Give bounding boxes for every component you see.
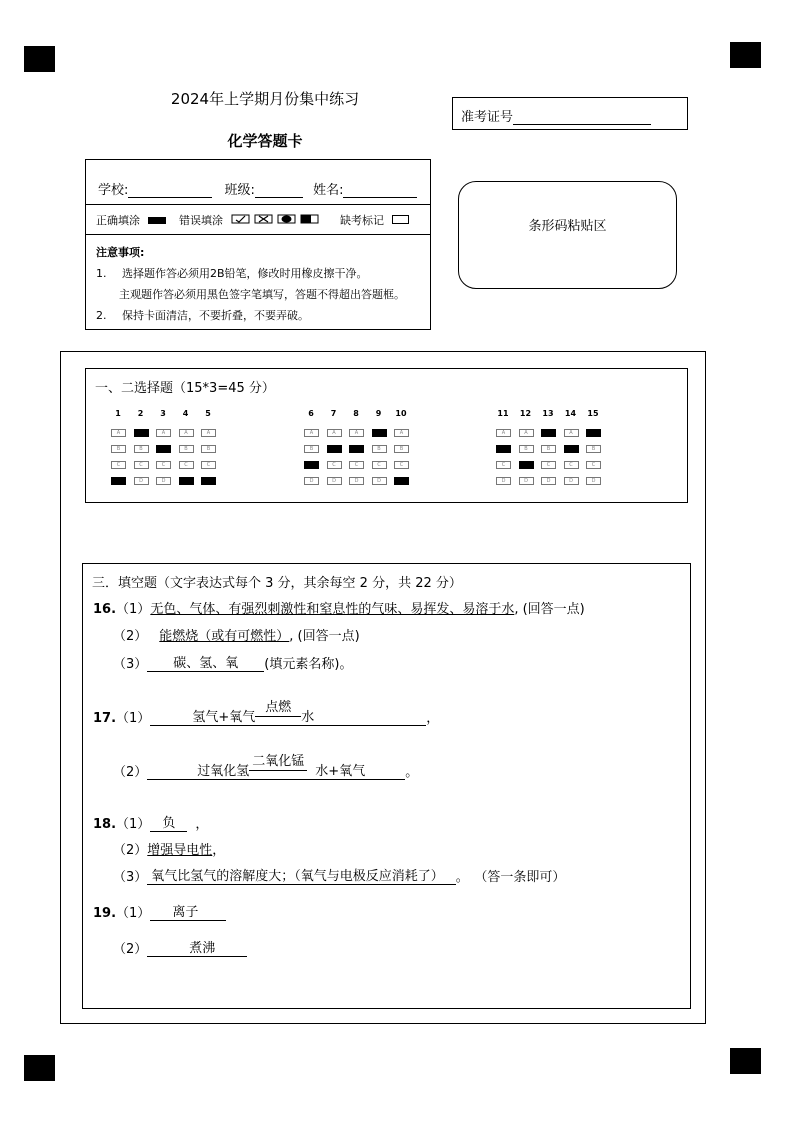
q18-part3-answer: 氧气比氢气的溶解度大；（氧气与电极反应消耗了） (151, 869, 444, 884)
answer-bubble-2-b[interactable]: B (134, 445, 149, 453)
info-box (85, 159, 431, 330)
answer-bubble-6-c[interactable]: C (304, 461, 319, 469)
q16-part3-note: (填元素名称)。 (264, 657, 353, 672)
fill-section-title: 三．填空题（文字表达式每个 3 分，其余每空 2 分，共 22 分） (92, 576, 462, 591)
q16-part2-answer[interactable]: 能燃烧（或有可燃性） (159, 629, 290, 644)
q16-number: 16. (93, 602, 117, 617)
answer-bubble-15-a[interactable]: A (586, 429, 601, 437)
answer-bubble-8-d[interactable]: D (349, 477, 364, 485)
answer-bubble-11-d[interactable]: D (496, 477, 511, 485)
q16-part1-note: , (回答一点) (514, 602, 585, 617)
question-number: 14 (564, 409, 577, 418)
answer-bubble-10-a[interactable]: A (394, 429, 409, 437)
q19-line-1 (93, 901, 226, 921)
q17-part1-products: 水 (301, 710, 315, 725)
answer-bubble-14-b[interactable]: B (564, 445, 579, 453)
answer-bubble-6-d[interactable]: D (304, 477, 319, 485)
q18-line-1 (93, 812, 208, 832)
answer-bubble-15-b[interactable]: B (586, 445, 601, 453)
page-subtitle: 化学答题卡 (227, 132, 303, 150)
class-label: 班级: (224, 183, 255, 198)
q17-part2-field[interactable] (147, 754, 405, 780)
q17-part2-arrow (249, 754, 307, 779)
answer-bubble-12-d[interactable]: D (519, 477, 534, 485)
note-1-line-1: 选择题作答必须用2B铅笔，修改时用橡皮擦干净。 (122, 267, 368, 280)
note-2-number: 2. (96, 309, 107, 322)
divider (86, 204, 430, 205)
answer-bubble-2-d[interactable]: D (134, 477, 149, 485)
q17-part2-products: 水+氧气 (315, 764, 366, 779)
answer-bubble-8-a[interactable]: A (349, 429, 364, 437)
school-label: 学校: (98, 183, 129, 198)
note-1 (96, 265, 368, 281)
student-info-row (98, 179, 417, 198)
q16-part3-field[interactable] (147, 652, 264, 672)
q16-part1-answer[interactable]: 无色、气体、有强烈刺激性和窒息性的气味、易挥发、易溶于水 (150, 602, 515, 617)
q17-part1-reactants: 氢气+氧气 (192, 710, 256, 725)
wrong-fill-samples (231, 214, 331, 227)
q17-part2-label: （2） (113, 765, 148, 780)
choice-section-title: 一、二选择题（15*3=45 分） (95, 381, 275, 396)
question-number: 11 (497, 409, 509, 418)
answer-bubble-1-c[interactable]: C (111, 461, 126, 469)
corner-mark-top-right (730, 42, 761, 68)
exam-id-box[interactable] (452, 97, 688, 130)
q19-part2-label: （2） (113, 942, 148, 957)
q16-part2-label: （2） (113, 629, 148, 644)
fill-legend-row (96, 212, 409, 228)
q18-part2-answer[interactable]: 增强导电性 (147, 843, 213, 858)
answer-bubble-13-b[interactable]: B (541, 445, 556, 453)
q16-part3-answer: 碳、氢、氧 (173, 656, 239, 671)
answer-bubble-3-d[interactable]: D (156, 477, 171, 485)
answer-bubble-9-b[interactable]: B (372, 445, 387, 453)
answer-bubble-12-b[interactable]: B (519, 445, 534, 453)
q18-part3-note: （答一条即可） (480, 870, 566, 885)
q17-part2-reactants: 过氧化氢 (197, 764, 250, 779)
answer-bubble-13-a[interactable]: A (541, 429, 556, 437)
q19-line-2 (113, 937, 247, 957)
exam-id-label: 准考证号 (461, 110, 514, 125)
answer-bubble-9-c[interactable]: C (372, 461, 387, 469)
answer-bubble-14-d[interactable]: D (564, 477, 579, 485)
q18-part3-field[interactable] (147, 865, 456, 885)
answer-bubble-14-a[interactable]: A (564, 429, 579, 437)
q17-part1-field[interactable] (150, 700, 426, 726)
correct-fill-label: 正确填涂 (96, 214, 140, 227)
q17-part1-end: ， (426, 711, 440, 726)
question-number: 10 (395, 409, 407, 418)
answer-bubble-4-c[interactable]: C (179, 461, 194, 469)
question-number: 5 (205, 409, 211, 418)
answer-bubble-6-b[interactable]: B (304, 445, 319, 453)
wrong-fill-label: 错误填涂 (179, 214, 223, 227)
exam-id-line[interactable] (513, 110, 651, 125)
note-2 (96, 307, 309, 323)
answer-bubble-7-b[interactable]: B (327, 445, 342, 453)
answer-bubble-3-c[interactable]: C (156, 461, 171, 469)
question-number: 7 (330, 409, 337, 418)
note-1-number: 1. (96, 267, 107, 280)
name-label: 姓名: (313, 183, 344, 198)
q18-line-2 (113, 839, 225, 858)
q18-number: 18. (93, 817, 117, 832)
absent-checkbox[interactable] (392, 215, 409, 224)
page-title: 2024年上学期月份集中练习 (170, 90, 360, 108)
question-number: 4 (182, 409, 189, 418)
barcode-area (458, 181, 677, 289)
answer-bubble-13-d[interactable]: D (541, 477, 556, 485)
answer-bubble-6-a[interactable]: A (304, 429, 319, 437)
q18-part1-answer: 负 (162, 816, 176, 831)
answer-bubble-1-d[interactable]: D (111, 477, 126, 485)
question-number: 8 (353, 409, 359, 418)
answer-bubble-1-b[interactable]: B (111, 445, 126, 453)
q18-part2-label: （2） (113, 843, 148, 858)
answer-bubble-4-a[interactable]: A (179, 429, 194, 437)
answer-bubble-12-a[interactable]: A (519, 429, 534, 437)
q18-part2-end: ， (212, 843, 226, 858)
barcode-label: 条形码粘贴区 (528, 219, 607, 234)
class-field[interactable] (255, 183, 303, 198)
name-field[interactable] (343, 183, 417, 198)
q16-part3-label: （3） (113, 657, 148, 672)
corner-mark-bottom-right (730, 1048, 761, 1074)
answer-bubble-11-c[interactable]: C (496, 461, 511, 469)
answer-bubble-3-a[interactable]: A (156, 429, 171, 437)
answer-bubble-10-d[interactable]: D (394, 477, 409, 485)
answer-bubble-5-a[interactable]: A (201, 429, 216, 437)
question-number: 2 (137, 409, 144, 418)
answer-bubble-2-a[interactable]: A (134, 429, 149, 437)
q16-part2-note: , (回答一点) (289, 629, 360, 644)
answer-bubble-5-b[interactable]: B (201, 445, 216, 453)
question-number: 13 (542, 409, 554, 418)
note-1-line-2: 主观题作答必须用黑色签字笔填写，答题不得超出答题框。 (119, 288, 405, 301)
answer-bubble-11-b[interactable]: B (496, 445, 511, 453)
q19-part1-answer: 离子 (172, 905, 199, 920)
corner-mark-bottom-left (24, 1055, 55, 1081)
q18-line-3 (113, 865, 565, 885)
answer-bubble-7-c[interactable]: C (327, 461, 342, 469)
q18-part1-field[interactable] (150, 812, 187, 832)
answer-bubble-8-b[interactable]: B (349, 445, 364, 453)
q19-part2-field[interactable] (147, 937, 247, 957)
q17-line-1 (93, 700, 440, 726)
q16-part1-label: （1） (116, 602, 151, 617)
school-field[interactable] (128, 183, 212, 198)
answer-bubble-3-b[interactable]: B (156, 445, 171, 453)
q17-part2-condition: 二氧化锰 (252, 754, 305, 769)
question-number: 12 (519, 409, 532, 418)
answer-bubble-11-a[interactable]: A (496, 429, 511, 437)
q18-part3-end: 。 (455, 870, 469, 885)
answer-bubble-9-d[interactable]: D (372, 477, 387, 485)
answer-bubble-14-c[interactable]: C (564, 461, 579, 469)
question-number: 6 (308, 409, 314, 418)
answer-bubble-4-b[interactable]: B (179, 445, 194, 453)
answer-bubble-12-c[interactable]: C (519, 461, 534, 469)
answer-bubble-1-a[interactable]: A (111, 429, 126, 437)
answer-bubble-7-a[interactable]: A (327, 429, 342, 437)
answer-bubble-10-c[interactable]: C (394, 461, 409, 469)
answer-bubble-8-c[interactable]: C (349, 461, 364, 469)
answer-bubble-7-d[interactable]: D (327, 477, 342, 485)
answer-bubble-13-c[interactable]: C (541, 461, 556, 469)
absent-label: 缺考标记 (340, 214, 384, 227)
q17-part1-condition: 点燃 (265, 700, 292, 715)
q17-part1-label: （1） (116, 711, 151, 726)
answer-bubble-5-d[interactable]: D (201, 477, 216, 485)
question-number: 1 (115, 409, 121, 418)
answer-bubble-5-c[interactable]: C (201, 461, 216, 469)
answer-bubble-9-a[interactable]: A (372, 429, 387, 437)
q19-number: 19. (93, 906, 117, 921)
q17-number: 17. (93, 711, 117, 726)
choice-section (85, 368, 688, 503)
answer-bubble-2-c[interactable]: C (134, 461, 149, 469)
q17-line-2 (113, 754, 419, 780)
corner-mark-top-left (24, 46, 55, 72)
q17-part2-end: 。 (405, 765, 419, 780)
question-number: 9 (375, 409, 382, 418)
q18-part1-label: （1） (116, 817, 151, 832)
answer-bubble-4-d[interactable]: D (179, 477, 194, 485)
q19-part1-label: （1） (116, 906, 151, 921)
q16-line-3 (113, 652, 352, 672)
q17-part1-arrow (255, 700, 301, 725)
q18-part3-label: （3） (113, 870, 148, 885)
correct-fill-sample (148, 217, 166, 224)
q16-line-2 (113, 625, 360, 644)
note-2-text: 保持卡面清洁，不要折叠，不要弄破。 (122, 309, 309, 322)
question-number: 15 (587, 409, 599, 418)
answer-bubble-15-c[interactable]: C (586, 461, 601, 469)
question-number: 3 (160, 409, 166, 418)
answer-bubble-15-d[interactable]: D (586, 477, 601, 485)
q19-part1-field[interactable] (150, 901, 226, 921)
q16-line-1 (93, 598, 585, 617)
q18-part1-end: ， (195, 817, 209, 832)
q19-part2-answer: 煮沸 (189, 941, 216, 956)
answer-bubble-10-b[interactable]: B (394, 445, 409, 453)
notes-title: 注意事项: (96, 246, 145, 259)
divider (86, 234, 430, 235)
